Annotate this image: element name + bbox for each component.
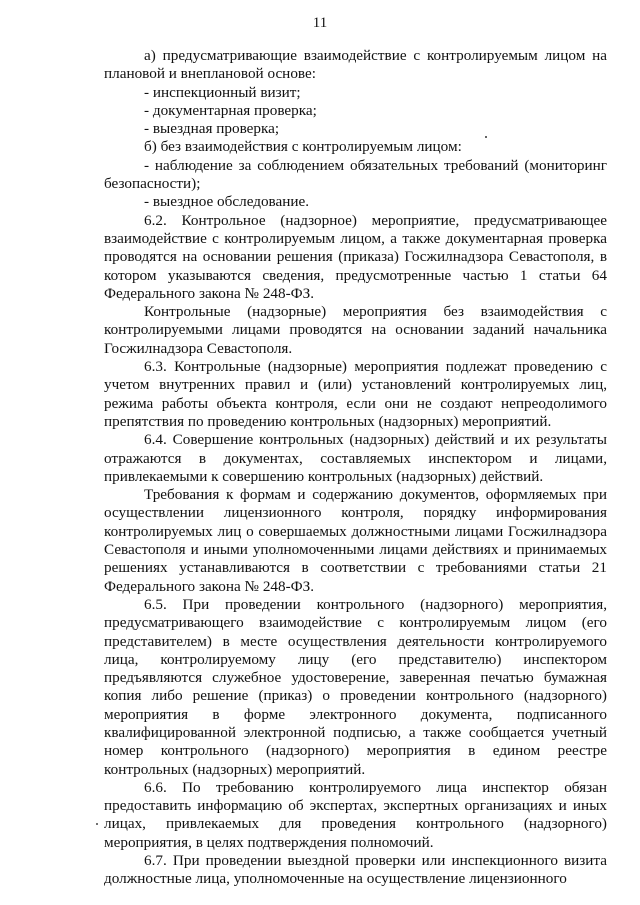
list-intro-planned: а) предусматривающие взаимодействие с контролируемым лицом на плановой и внеплановой основе: (104, 47, 607, 83)
page-number: 11 (312, 15, 328, 31)
clause-6-6: 6.6. По требованию контролируемого лица инспектор обязан предоставить информацию об экспертах, экспертных организациях и иных лицах, привлекаемых для проведения контрольного (надзорного) мероприятия, в целях подтверждения полномочий. (104, 778, 607, 851)
document-body (104, 47, 607, 889)
clause-6-4-continued: Требования к формам и содержанию документов, оформляемых при осуществлении лицензионного контроля, порядку информирования контролируемых лиц о совершаемых должностными лицами Госжилнадзора Севастополя и иными уполномоченными лицами действиях и принимаемых решениях устанавливаются в соответствии с требованиями статьи 21 Федерального закона № 248-ФЗ. (104, 486, 607, 595)
list-item-monitoring: - наблюдение за соблюдением обязательных требований (мониторинг безопасности); (104, 156, 607, 193)
list-item-documentary-check: - документарная проверка; (144, 101, 317, 119)
clause-6-5: 6.5. При проведении контрольного (надзорного) мероприятия, предусматривающего взаимодействие с контролируемым лицом (его представителем) в месте осуществления деятельности контролируемого лица, контролируемому лицу (его представителю) инспектором предъявляются служебное удостоверение, заверенная печатью бумажная копия либо решение (приказ) о проведении контрольного (надзорного) мероприятия в форме электронного документа, подписанного квалифицированной электронной подписью, а также сообщается учетный номер контрольного (надзорного) мероприятия в едином реестре контрольных (надзорных) мероприятий. (104, 595, 607, 778)
list-item-field-check: - выездная проверка; (144, 120, 280, 138)
clause-6-2-continued: Контрольные (надзорные) мероприятия без взаимодействия с контролируемыми лицами проводятся на основании заданий начальника Госжилнадзора Севастополя. (104, 303, 607, 357)
clause-6-2: 6.2. Контрольное (надзорное) мероприятие, предусматривающее взаимодействие с контролируемым лицом, а также документарная проверка проводятся на основании решения (приказа) Госжилнадзора Севастополя, в котором указываются сведения, предусмотренные частью 1 статьи 64 Федерального закона № 248-ФЗ. (104, 211, 607, 302)
clause-6-3: 6.3. Контрольные (надзорные) мероприятия подлежат проведению с учетом внутренних правил и (или) установлений контролируемых лиц, режима работы объекта контроля, если они не создают непреодолимого препятствия по проведению контрольных (надзорных) мероприятий. (104, 358, 607, 430)
clause-6-4: 6.4. Совершение контрольных (надзорных) действий и их результаты отражаются в документах, составляемых инспектором и лицами, привлекаемыми к совершению контрольных (надзорных) действий. (104, 431, 607, 485)
list-item-field-survey: - выездное обследование. (144, 193, 310, 211)
clause-6-7: 6.7. При проведении выездной проверки или инспекционного визита должностные лица, уполномоченные на осуществление лицензионного (104, 852, 607, 888)
list-intro-no-interaction: б) без взаимодействия с контролируемым лицом: (144, 138, 462, 156)
scan-speck (96, 823, 98, 825)
list-item-inspection-visit: - инспекционный визит; (144, 83, 301, 101)
